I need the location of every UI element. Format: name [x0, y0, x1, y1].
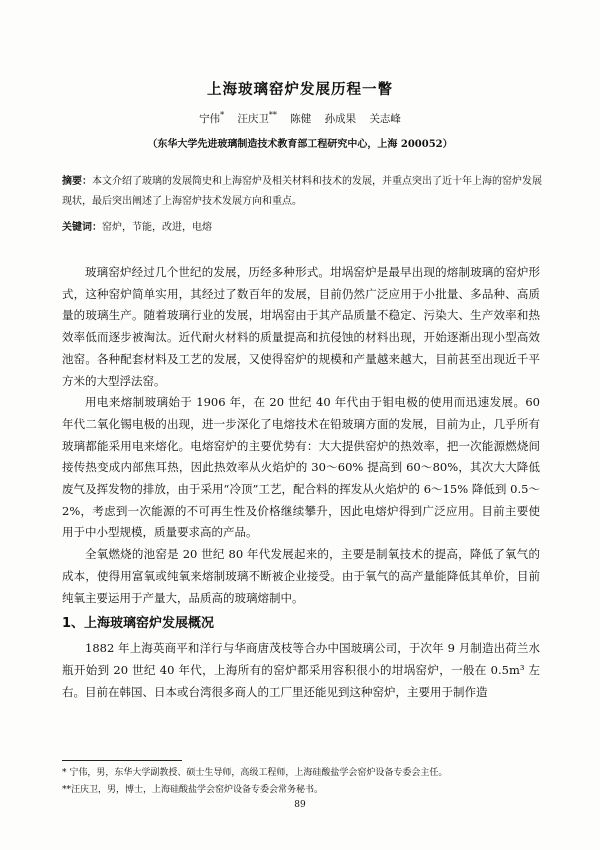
- keywords-text: 窑炉，节能，改进，电熔: [102, 222, 212, 233]
- abstract-label: 摘要：: [62, 176, 92, 187]
- abstract-text: 本文介绍了玻璃的发展简史和上海窑炉及相关材料和技术的发展，并重点突出了近十年上海的窑炉发展现状，最后突出阐述了上海窑炉技术发展方向和重点。: [62, 176, 542, 207]
- author-name: 孙成果: [324, 112, 357, 125]
- paragraph: 1882 年上海英商平和洋行与华商唐茂枝等合办中国玻璃公司，于次年 9 月制造出荷兰水瓶开始到 20 世纪 40 年代，上海所有的窑炉都采用容积很小的坩埚窑炉，一般在 0.5m³ 左右。目前在韩国、日本或台湾很多商人的工厂里还能见到这种窑炉，主要用于制作造: [62, 641, 540, 699]
- footnotes: [62, 765, 542, 799]
- section-heading: 1、上海玻璃窑炉发展概况: [62, 616, 215, 632]
- abstract: [62, 172, 542, 212]
- author-name: 汪庆卫**: [237, 110, 277, 125]
- keywords: [62, 218, 542, 238]
- affiliation: （东华大学先进玻璃制造技术教育部工程研究中心，上海 200052）: [147, 139, 453, 150]
- footnote: **汪庆卫，男，博士，上海硅酸盐学会窑炉设备专委会常务秘书。: [62, 785, 324, 795]
- page-number: 89: [294, 800, 306, 810]
- paragraph: 全氧燃烧的池窑是 20 世纪 80 年代发展起来的，主要是制氧技术的提高，降低了氧气的成本，使得用富氧或纯氧来熔制玻璃不断被企业接受。由于氧气的高产量能降低其单价，目前纯氧主要运用于产量大，品质高的玻璃熔制中。: [62, 547, 540, 605]
- author-list: [0, 110, 600, 126]
- author-name: 陈健: [290, 112, 312, 125]
- paragraph: 用电来熔制玻璃始于 1906 年，在 20 世纪 40 年代由于钼电极的使用而迅速发展。60 年代二氧化锡电极的出现，进一步深化了电熔技术在铅玻璃方面的发展，目前为止，几乎所有玻璃都能采用电来熔化。电熔窑炉的主要优势有：大大提供窑炉的热效率，把一次能源燃烧间接传热变成内部焦耳热，因此热效率从火焰炉的 30～60% 提高到 60～80%，其次大大降低废气及挥发物的排放，由于采用“冷顶”工艺，配合料的挥发从火焰炉的 6～15% 降低到 0.5～2%，考虑到一次能源的不可再生性及价格继续攀升，因此电熔炉得到广泛应用。目前主要使用于中小型规模，质量要求高的产品。: [62, 395, 540, 540]
- body-text: [62, 262, 540, 703]
- author-name: 关志峰: [369, 112, 401, 125]
- author-name: 宁伟*: [199, 110, 225, 125]
- footnote: * 宁伟，男，东华大学副教授、硕士生导师，高级工程师，上海硅酸盐学会窑炉设备专委会主任。: [62, 768, 448, 778]
- paragraph: 玻璃窑炉经过几个世纪的发展，历经多种形式。坩埚窑炉是最早出现的熔制玻璃的窑炉形式，这种窑炉简单实用，其经过了数百年的发展，目前仍然广泛应用于小批量、多品种、高质量的玻璃生产。随着玻璃行业的发展，坩埚窑由于其产品质量不稳定、污染大、生产效率和热效率低而逐步被淘汰。近代耐火材料的质量提高和抗侵蚀的材料出现，开始逐渐出现小型高效池窑。各种配套材料及工艺的发展，又使得窑炉的规模和产量越来越大，目前甚至出现近千平方米的大型浮法窑。: [62, 265, 540, 388]
- keywords-label: 关键词：: [62, 222, 102, 233]
- footnote-divider: [62, 760, 182, 761]
- paper-title: 上海玻璃窑炉发展历程一瞥: [207, 81, 393, 98]
